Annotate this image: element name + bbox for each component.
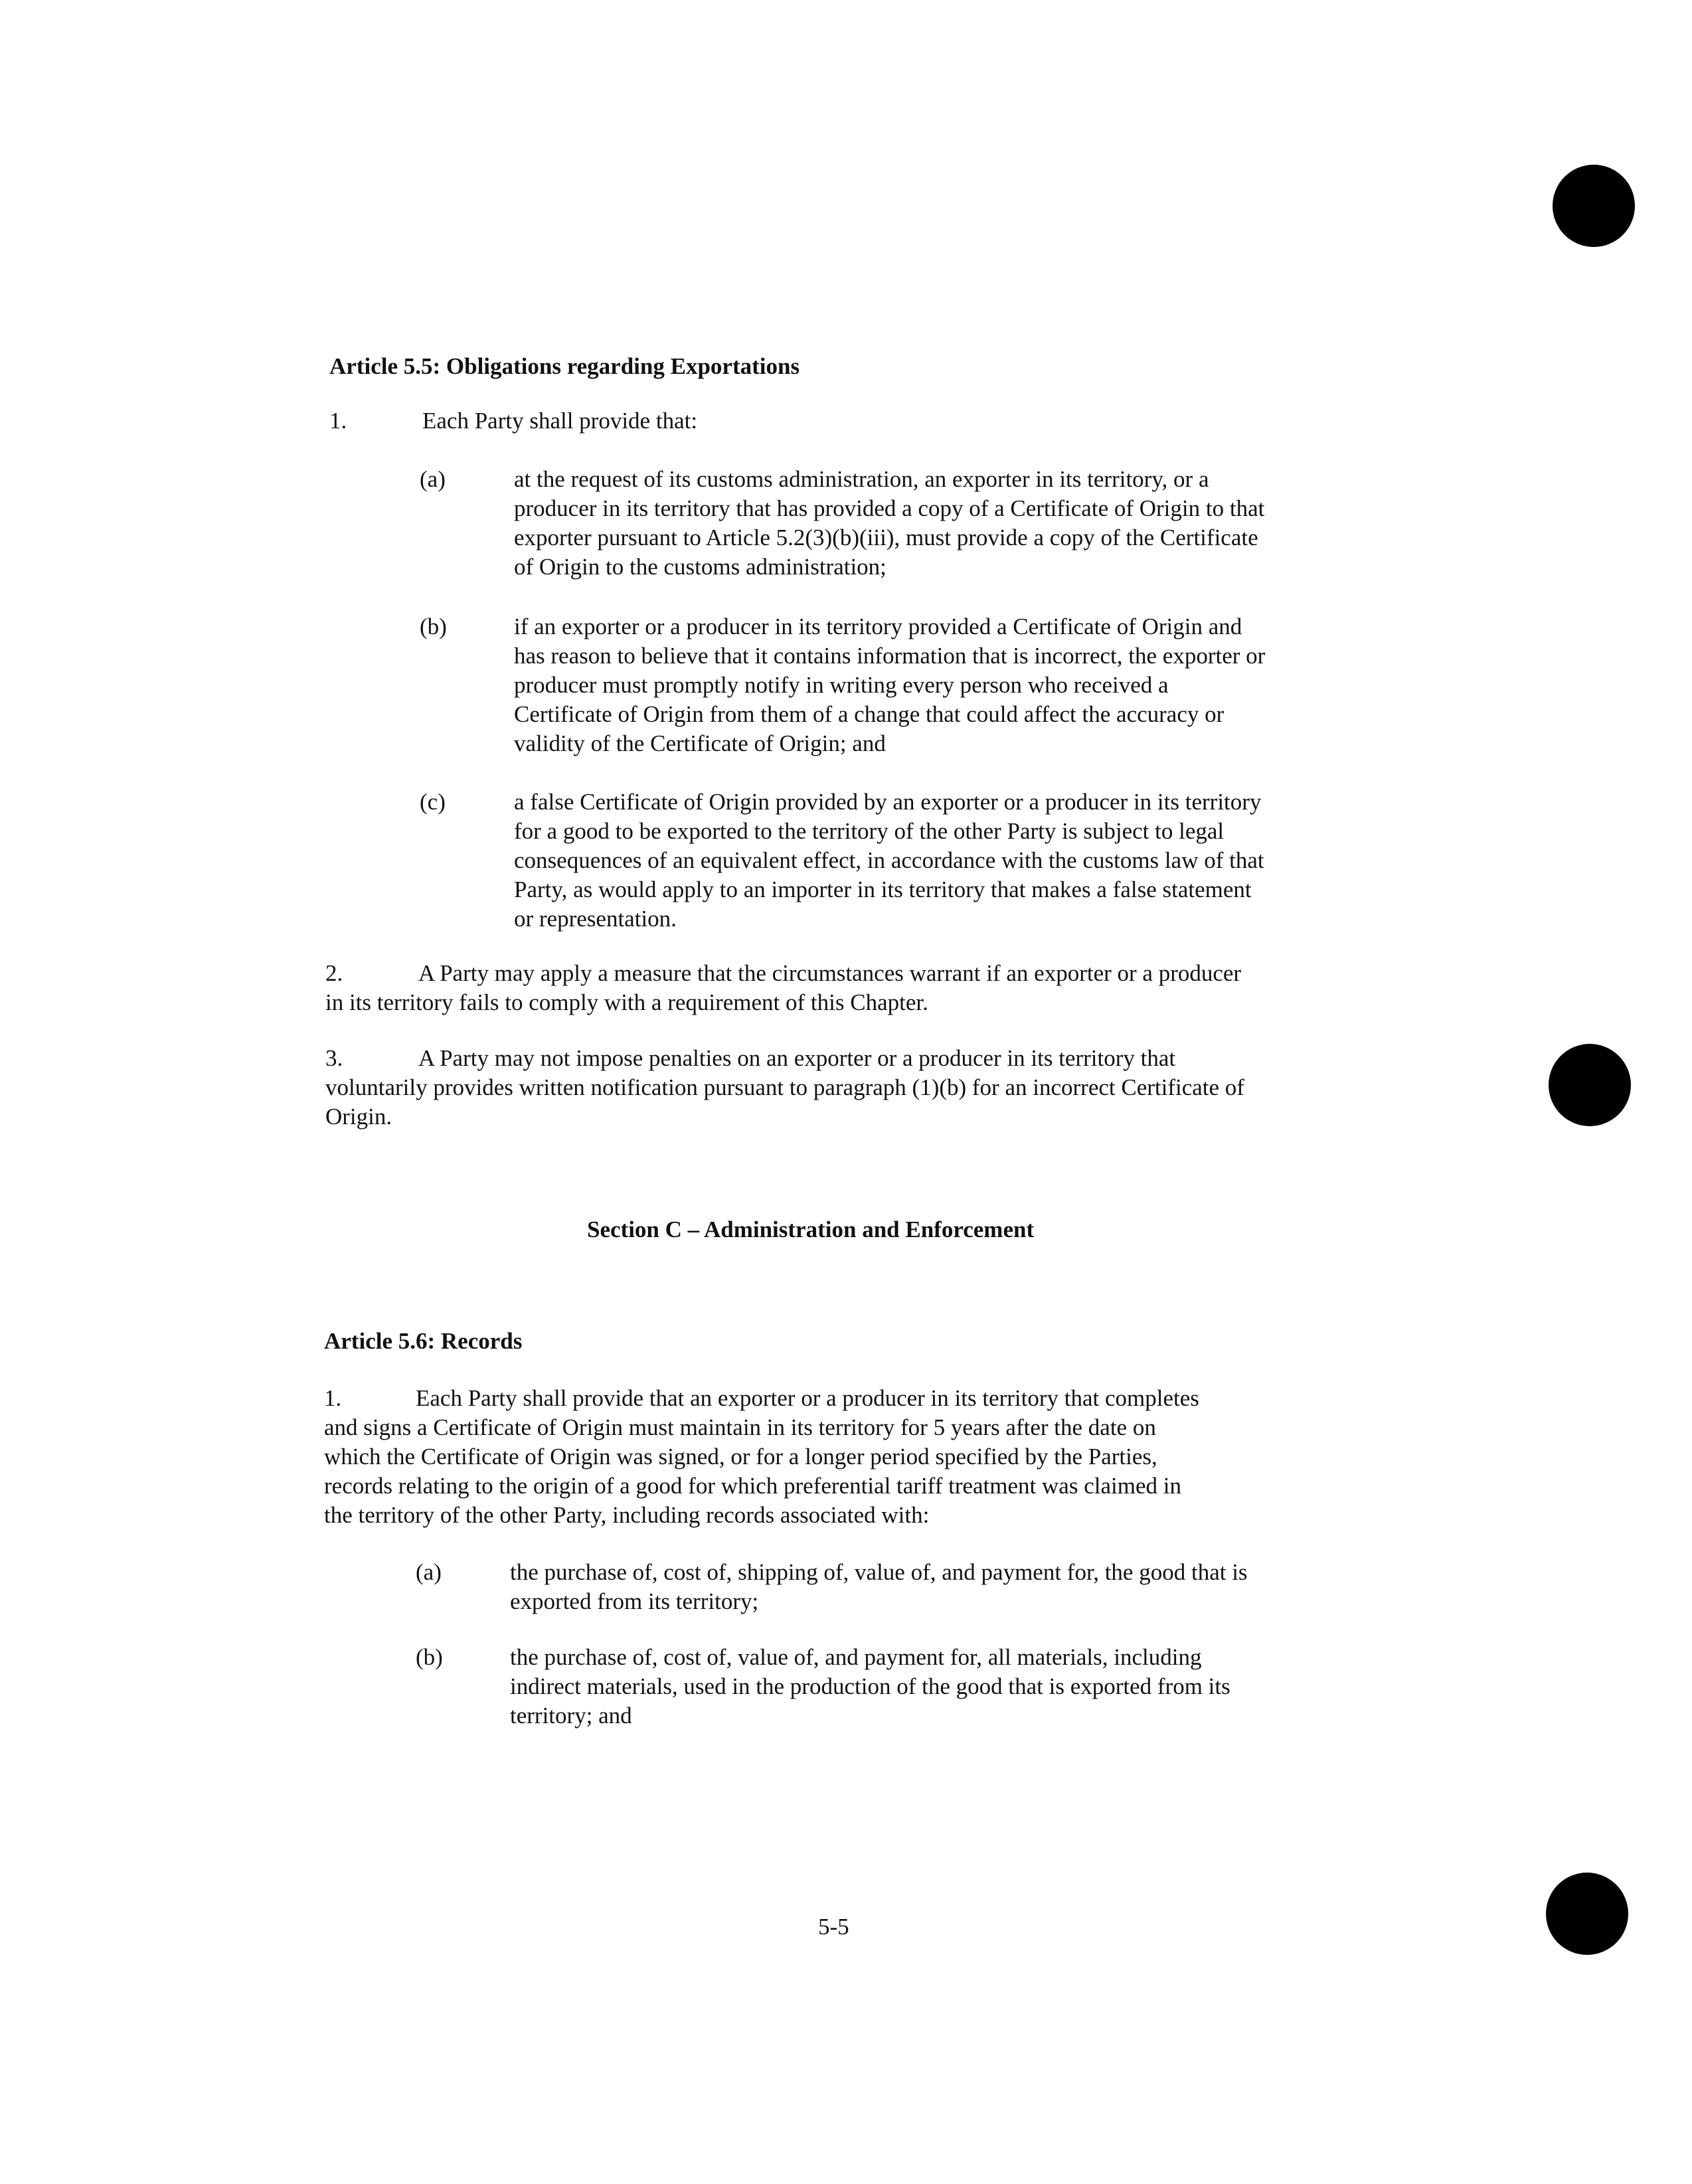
paragraph-line (325, 959, 1241, 988)
item-line: the purchase of, cost of, value of, and payment for, all materials, including (510, 1644, 1202, 1670)
item-letter: (c) (420, 789, 446, 815)
paragraph-line: Origin. (325, 1104, 392, 1130)
paragraph-line: voluntarily provides written notification pursuant to paragraph (1)(b) for an incorrect Certificate of (325, 1074, 1244, 1100)
item-line: Party, as would apply to an importer in its territory that makes a false statement (514, 877, 1252, 902)
paragraph-line (324, 1384, 1199, 1413)
punch-hole (1546, 1873, 1628, 1955)
paragraph-line (325, 1044, 1244, 1073)
item-letter: (a) (416, 1559, 442, 1585)
item-line: or representation. (514, 906, 677, 932)
page-number: 5-5 (818, 1914, 849, 1940)
paragraph-line: the territory of the other Party, including records associated with: (324, 1502, 930, 1528)
paragraph-number: 1. (329, 408, 347, 434)
paragraph-line: in its territory fails to comply with a requirement of this Chapter. (325, 989, 928, 1015)
item-line: has reason to believe that it contains information that is incorrect, the exporter or (514, 643, 1266, 669)
item-letter: (a) (420, 466, 446, 492)
article-5-5-title: Article 5.5: Obligations regarding Exportations (329, 353, 800, 379)
item-text (510, 1643, 1230, 1730)
item-line: territory; and (510, 1703, 632, 1728)
item-line: at the request of its customs administration, an exporter in its territory, or a (514, 466, 1209, 492)
article-5-5-paragraph-1 (329, 406, 697, 436)
item-line: the purchase of, cost of, shipping of, value of, and payment for, the good that is (510, 1559, 1248, 1585)
paragraph-line: which the Certificate of Origin was signed, or for a longer period specified by the Parties, (324, 1444, 1157, 1470)
article-5-5-paragraph-3 (325, 1044, 1244, 1132)
paragraph-text: A Party may not impose penalties on an exporter or a producer in its territory that (418, 1045, 1176, 1071)
item-line: validity of the Certificate of Origin; and (514, 730, 886, 756)
item-line: Certificate of Origin from them of a change that could affect the accuracy or (514, 701, 1225, 727)
paragraph-text: A Party may apply a measure that the circumstances warrant if an exporter or a producer (418, 960, 1242, 986)
item-text (514, 612, 1265, 758)
paragraph-number: 1. (324, 1385, 342, 1411)
item-line: exported from its territory; (510, 1588, 759, 1614)
item-line: of Origin to the customs administration; (514, 554, 887, 580)
paragraph-line: and signs a Certificate of Origin must maintain in its territory for 5 years after the date on (324, 1414, 1156, 1440)
punch-hole (1553, 165, 1635, 247)
item-text (514, 788, 1264, 934)
item-line: a false Certificate of Origin provided by an exporter or a producer in its territory (514, 789, 1262, 815)
item-line: producer must promptly notify in writing every person who received a (514, 672, 1169, 698)
punch-hole (1549, 1044, 1631, 1126)
item-line: indirect materials, used in the production of the good that is exported from its (510, 1673, 1230, 1699)
item-line: producer in its territory that has provided a copy of a Certificate of Origin to that (514, 495, 1265, 521)
item-line: if an exporter or a producer in its territory provided a Certificate of Origin and (514, 614, 1242, 639)
item-letter: (b) (420, 614, 447, 639)
paragraph-text: Each Party shall provide that an exporter or a producer in its territory that completes (416, 1385, 1199, 1411)
article-5-6-paragraph-1 (324, 1384, 1199, 1530)
item-text (514, 465, 1264, 582)
paragraph-text: Each Party shall provide that: (422, 408, 698, 434)
article-5-6-title: Article 5.6: Records (324, 1328, 523, 1354)
paragraph-number: 2. (325, 960, 343, 986)
item-line: consequences of an equivalent effect, in accordance with the customs law of that (514, 847, 1264, 873)
item-letter: (b) (416, 1644, 443, 1670)
paragraph-number: 3. (325, 1045, 343, 1071)
item-line: exporter pursuant to Article 5.2(3)(b)(iii), must provide a copy of the Certificate (514, 525, 1258, 550)
item-line: for a good to be exported to the territory of the other Party is subject to legal (514, 818, 1225, 844)
article-5-5-paragraph-2 (325, 959, 1241, 1017)
item-text (510, 1558, 1248, 1616)
paragraph-line: records relating to the origin of a good for which preferential tariff treatment was claimed in (324, 1473, 1181, 1499)
section-c-title: Section C – Administration and Enforcement (587, 1217, 1035, 1242)
